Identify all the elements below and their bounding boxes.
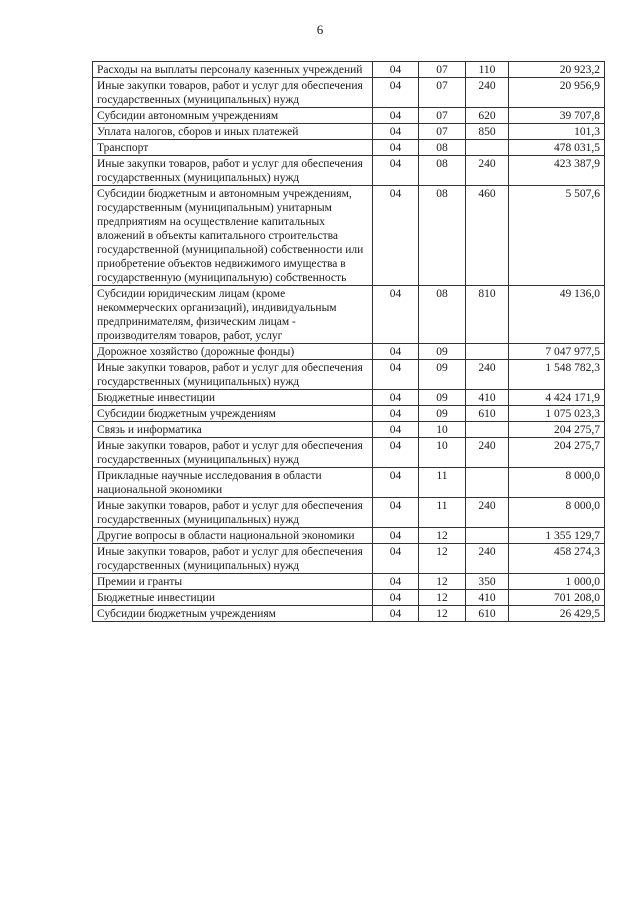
table-row (93, 606, 605, 622)
expense-name-cell: Иные закупки товаров, работ и услуг для обеспечения государственных (муниципальных) нужд (93, 156, 373, 186)
page-number: 6 (316, 22, 324, 37)
section-code-cell: 04 (373, 390, 419, 406)
table-row (93, 124, 605, 140)
subsection-code-cell: 07 (419, 78, 466, 108)
amount-cell: 204 275,7 (509, 422, 605, 438)
expense-name-cell: Иные закупки товаров, работ и услуг для обеспечения государственных (муниципальных) нужд (93, 438, 373, 468)
amount-cell: 478 031,5 (509, 140, 605, 156)
table-row (93, 406, 605, 422)
subsection-code-cell: 09 (419, 344, 466, 360)
expense-type-code-cell: 410 (466, 390, 509, 406)
amount-cell: 458 274,3 (509, 544, 605, 574)
table-row (93, 422, 605, 438)
amount-cell: 20 923,2 (509, 62, 605, 78)
table-row (93, 62, 605, 78)
section-code-cell: 04 (373, 422, 419, 438)
expense-name-cell: Уплата налогов, сборов и иных платежей (93, 124, 373, 140)
expense-type-code-cell: 240 (466, 544, 509, 574)
amount-cell: 39 707,8 (509, 108, 605, 124)
table-row (93, 186, 605, 286)
budget-table (92, 61, 605, 622)
expense-type-code-cell (466, 422, 509, 438)
expense-name-cell: Бюджетные инвестиции (93, 590, 373, 606)
expense-name-cell: Иные закупки товаров, работ и услуг для обеспечения государственных (муниципальных) нужд (93, 498, 373, 528)
amount-cell: 1 548 782,3 (509, 360, 605, 390)
expense-type-code-cell: 350 (466, 574, 509, 590)
amount-cell: 423 387,9 (509, 156, 605, 186)
expense-name-cell: Другие вопросы в области национальной экономики (93, 528, 373, 544)
subsection-code-cell: 11 (419, 498, 466, 528)
subsection-code-cell: 10 (419, 438, 466, 468)
table-row (93, 390, 605, 406)
expense-type-code-cell (466, 140, 509, 156)
expense-name-cell: Субсидии юридическим лицам (кроме некоммерческих организаций), индивидуальным предпринимателям, физическим лицам - производителям товаров, работ, услуг (93, 286, 373, 344)
amount-cell: 7 047 977,5 (509, 344, 605, 360)
subsection-code-cell: 08 (419, 186, 466, 286)
subsection-code-cell: 08 (419, 156, 466, 186)
expense-name-cell: Прикладные научные исследования в области национальной экономики (93, 468, 373, 498)
subsection-code-cell: 12 (419, 528, 466, 544)
expense-name-cell: Премии и гранты (93, 574, 373, 590)
table-row (93, 438, 605, 468)
table-row (93, 544, 605, 574)
expense-type-code-cell (466, 344, 509, 360)
table-row (93, 360, 605, 390)
subsection-code-cell: 08 (419, 140, 466, 156)
amount-cell: 701 208,0 (509, 590, 605, 606)
section-code-cell: 04 (373, 574, 419, 590)
expense-type-code-cell: 410 (466, 590, 509, 606)
section-code-cell: 04 (373, 544, 419, 574)
amount-cell: 1 075 023,3 (509, 406, 605, 422)
expense-name-cell: Иные закупки товаров, работ и услуг для обеспечения государственных (муниципальных) нужд (93, 78, 373, 108)
expense-type-code-cell: 610 (466, 406, 509, 422)
table-row (93, 344, 605, 360)
amount-cell: 204 275,7 (509, 438, 605, 468)
section-code-cell: 04 (373, 140, 419, 156)
subsection-code-cell: 12 (419, 574, 466, 590)
table-row (93, 574, 605, 590)
amount-cell: 5 507,6 (509, 186, 605, 286)
subsection-code-cell: 12 (419, 590, 466, 606)
expense-type-code-cell: 240 (466, 156, 509, 186)
expense-name-cell: Бюджетные инвестиции (93, 390, 373, 406)
amount-cell: 101,3 (509, 124, 605, 140)
subsection-code-cell: 08 (419, 286, 466, 344)
expense-name-cell: Субсидии бюджетным учреждениям (93, 406, 373, 422)
expense-type-code-cell: 810 (466, 286, 509, 344)
amount-cell: 1 355 129,7 (509, 528, 605, 544)
expense-type-code-cell: 850 (466, 124, 509, 140)
section-code-cell: 04 (373, 360, 419, 390)
table-row (93, 590, 605, 606)
table-row (93, 140, 605, 156)
section-code-cell: 04 (373, 186, 419, 286)
subsection-code-cell: 12 (419, 606, 466, 622)
expense-type-code-cell (466, 528, 509, 544)
expense-name-cell: Транспорт (93, 140, 373, 156)
subsection-code-cell: 07 (419, 108, 466, 124)
subsection-code-cell: 07 (419, 124, 466, 140)
amount-cell: 8 000,0 (509, 468, 605, 498)
table-row (93, 286, 605, 344)
section-code-cell: 04 (373, 590, 419, 606)
table-row (93, 528, 605, 544)
section-code-cell: 04 (373, 528, 419, 544)
amount-cell: 20 956,9 (509, 78, 605, 108)
expense-type-code-cell: 620 (466, 108, 509, 124)
expense-name-cell: Субсидии автономным учреждениям (93, 108, 373, 124)
subsection-code-cell: 07 (419, 62, 466, 78)
expense-type-code-cell (466, 468, 509, 498)
expense-name-cell: Иные закупки товаров, работ и услуг для обеспечения государственных (муниципальных) нужд (93, 360, 373, 390)
expense-name-cell: Иные закупки товаров, работ и услуг для обеспечения государственных (муниципальных) нужд (93, 544, 373, 574)
subsection-code-cell: 09 (419, 390, 466, 406)
section-code-cell: 04 (373, 62, 419, 78)
expense-type-code-cell: 110 (466, 62, 509, 78)
expense-name-cell: Связь и информатика (93, 422, 373, 438)
table-row (93, 468, 605, 498)
expense-type-code-cell: 240 (466, 78, 509, 108)
table-row (93, 78, 605, 108)
section-code-cell: 04 (373, 108, 419, 124)
subsection-code-cell: 09 (419, 360, 466, 390)
expense-type-code-cell: 240 (466, 498, 509, 528)
amount-cell: 8 000,0 (509, 498, 605, 528)
expense-name-cell: Субсидии бюджетным учреждениям (93, 606, 373, 622)
table-row (93, 498, 605, 528)
expense-name-cell: Расходы на выплаты персоналу казенных учреждений (93, 62, 373, 78)
expense-type-code-cell: 240 (466, 438, 509, 468)
section-code-cell: 04 (373, 438, 419, 468)
section-code-cell: 04 (373, 406, 419, 422)
amount-cell: 4 424 171,9 (509, 390, 605, 406)
section-code-cell: 04 (373, 78, 419, 108)
table-row (93, 108, 605, 124)
section-code-cell: 04 (373, 286, 419, 344)
expense-name-cell: Дорожное хозяйство (дорожные фонды) (93, 344, 373, 360)
subsection-code-cell: 10 (419, 422, 466, 438)
amount-cell: 26 429,5 (509, 606, 605, 622)
expense-type-code-cell: 460 (466, 186, 509, 286)
section-code-cell: 04 (373, 498, 419, 528)
amount-cell: 1 000,0 (509, 574, 605, 590)
section-code-cell: 04 (373, 344, 419, 360)
subsection-code-cell: 12 (419, 544, 466, 574)
section-code-cell: 04 (373, 468, 419, 498)
section-code-cell: 04 (373, 606, 419, 622)
subsection-code-cell: 09 (419, 406, 466, 422)
section-code-cell: 04 (373, 124, 419, 140)
expense-type-code-cell: 610 (466, 606, 509, 622)
section-code-cell: 04 (373, 156, 419, 186)
expense-name-cell: Субсидии бюджетным и автономным учреждениям, государственным (муниципальным) унитарным предприятиям на осуществление капитальных вложений в объекты капитального строительства государственной (муниципальной) собственности или приобретение объектов недвижимого имущества в государственную (муниципальную) собственность (93, 186, 373, 286)
amount-cell: 49 136,0 (509, 286, 605, 344)
expense-type-code-cell: 240 (466, 360, 509, 390)
subsection-code-cell: 11 (419, 468, 466, 498)
table-row (93, 156, 605, 186)
